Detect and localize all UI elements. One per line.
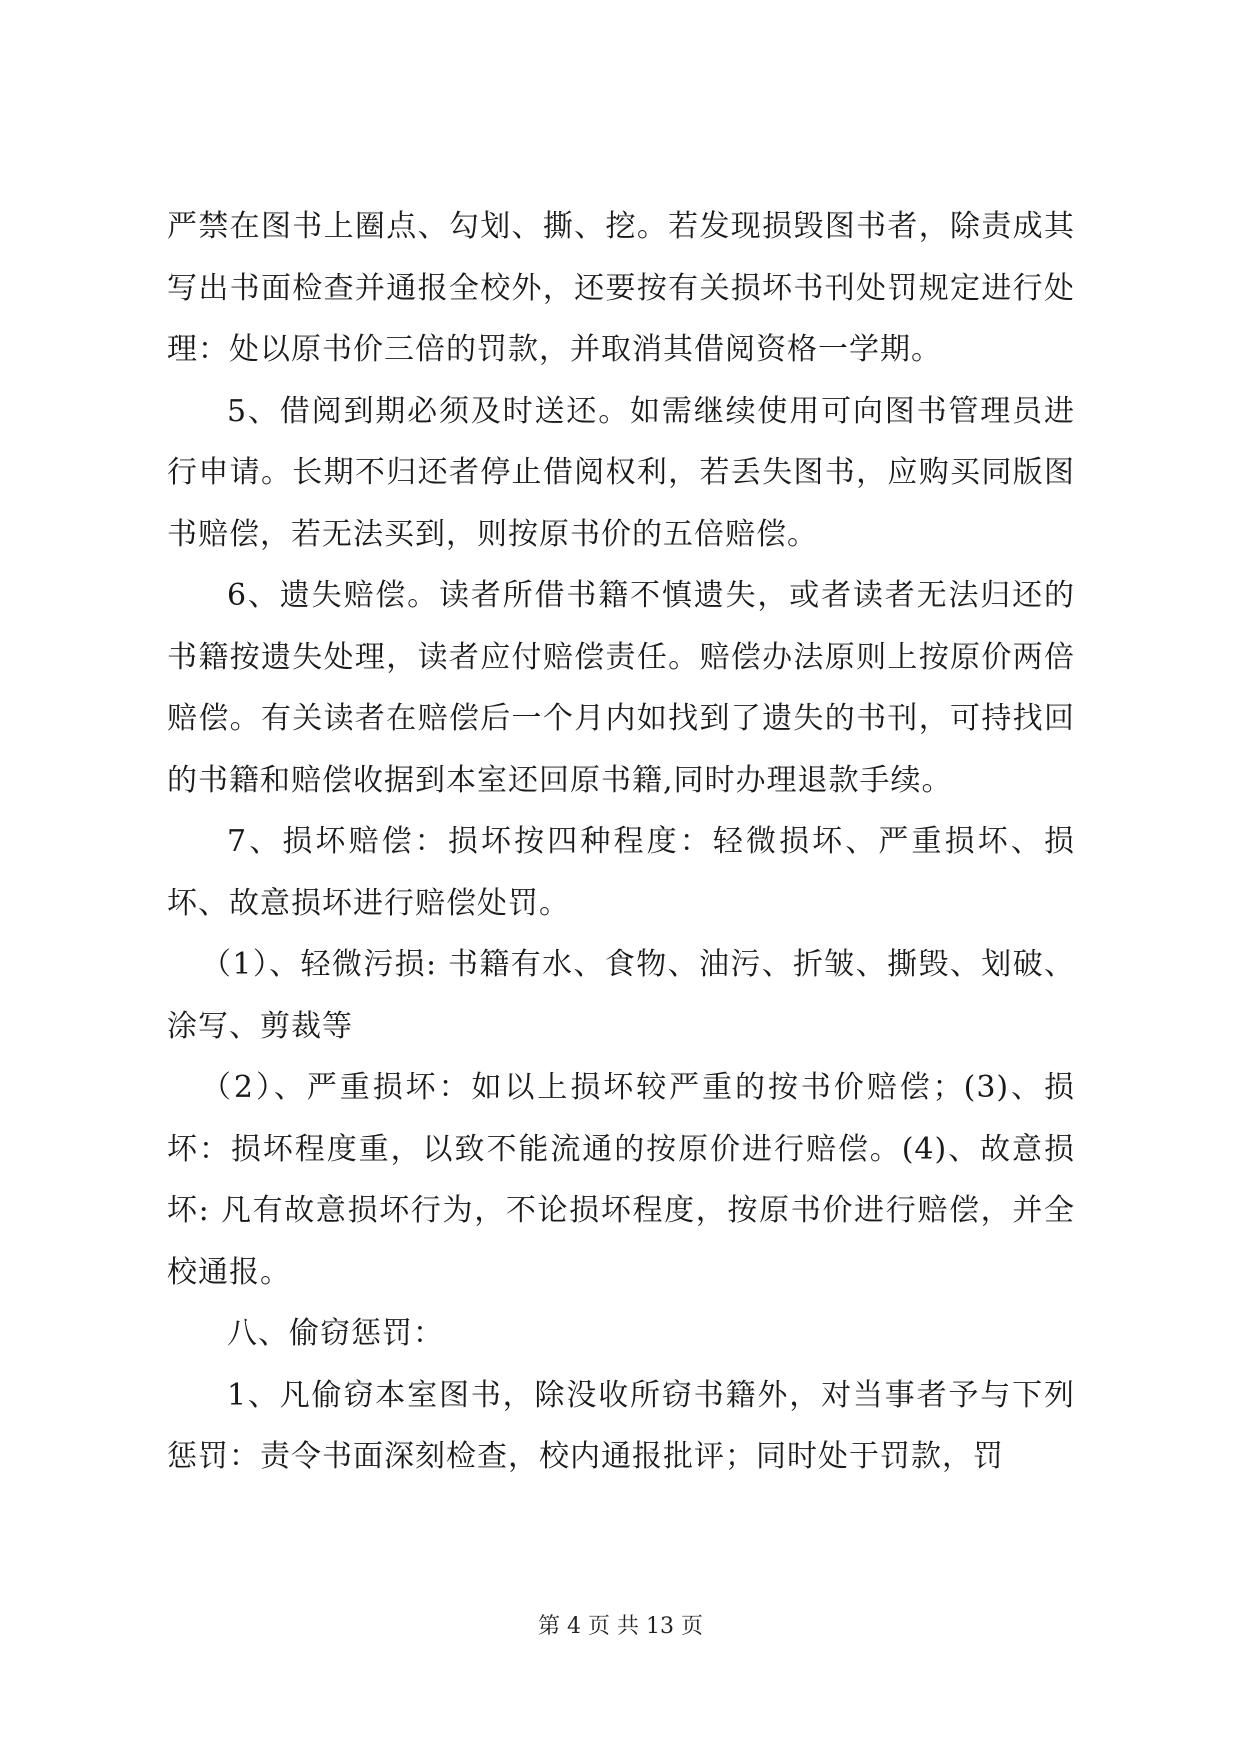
page-number-label: 第 4 页 共 13 页 [538,1614,703,1639]
section-heading-8: 八、偷窃惩罚： [227,1316,444,1351]
paragraph-continuation: 严禁在图书上圈点、勾划、撕、挖。若发现损毁图书者，除责成其写出书面检查并通报全校外，还要按有关损坏书刊处罚规定进行处理：处以原书价三倍的罚款，并取消其借阅资格一学期。 [167,209,1075,367]
paragraph-item-8-1: 1、凡偷窃本室图书，除没收所窃书籍外，对当事者予与下列惩罚：责令书面深刻检查，校内通报批评；同时处于罚款，罚 [167,1377,1075,1474]
document-body [167,196,1075,1488]
paragraph-subitem-1: （1）、轻微污损: 书籍有水、食物、油污、折皱、撕毁、划破、涂写、剪裁等 [167,947,1075,1044]
paragraph-item-7: 7、损坏赔偿：损坏按四种程度：轻微损坏、严重损坏、损坏、故意损坏进行赔偿处罚。 [167,824,1075,921]
paragraph-subitem-2-4: （2）、严重损坏：如以上损坏较严重的按书价赔偿；(3)、损坏：损坏程度重，以致不能流通的按原价进行赔偿。(4)、故意损坏: 凡有故意损坏行为，不论损坏程度，按原书价进行赔偿，并全校通报。 [167,1070,1075,1290]
paragraph-item-6: 6、遗失赔偿。读者所借书籍不慎遗失，或者读者无法归还的书籍按遗失处理，读者应付赔偿责任。赔偿办法原则上按原价两倍赔偿。有关读者在赔偿后一个月内如找到了遗失的书刊，可持找回的书籍和赔偿收据到本室还回原书籍,同时办理退款手续。 [167,578,1075,798]
paragraph-item-5: 5、借阅到期必须及时送还。如需继续使用可向图书管理员进行申请。长期不归还者停止借阅权利，若丢失图书，应购买同版图书赔偿，若无法买到，则按原书价的五倍赔偿。 [167,393,1075,552]
page-footer [0,1612,1241,1642]
